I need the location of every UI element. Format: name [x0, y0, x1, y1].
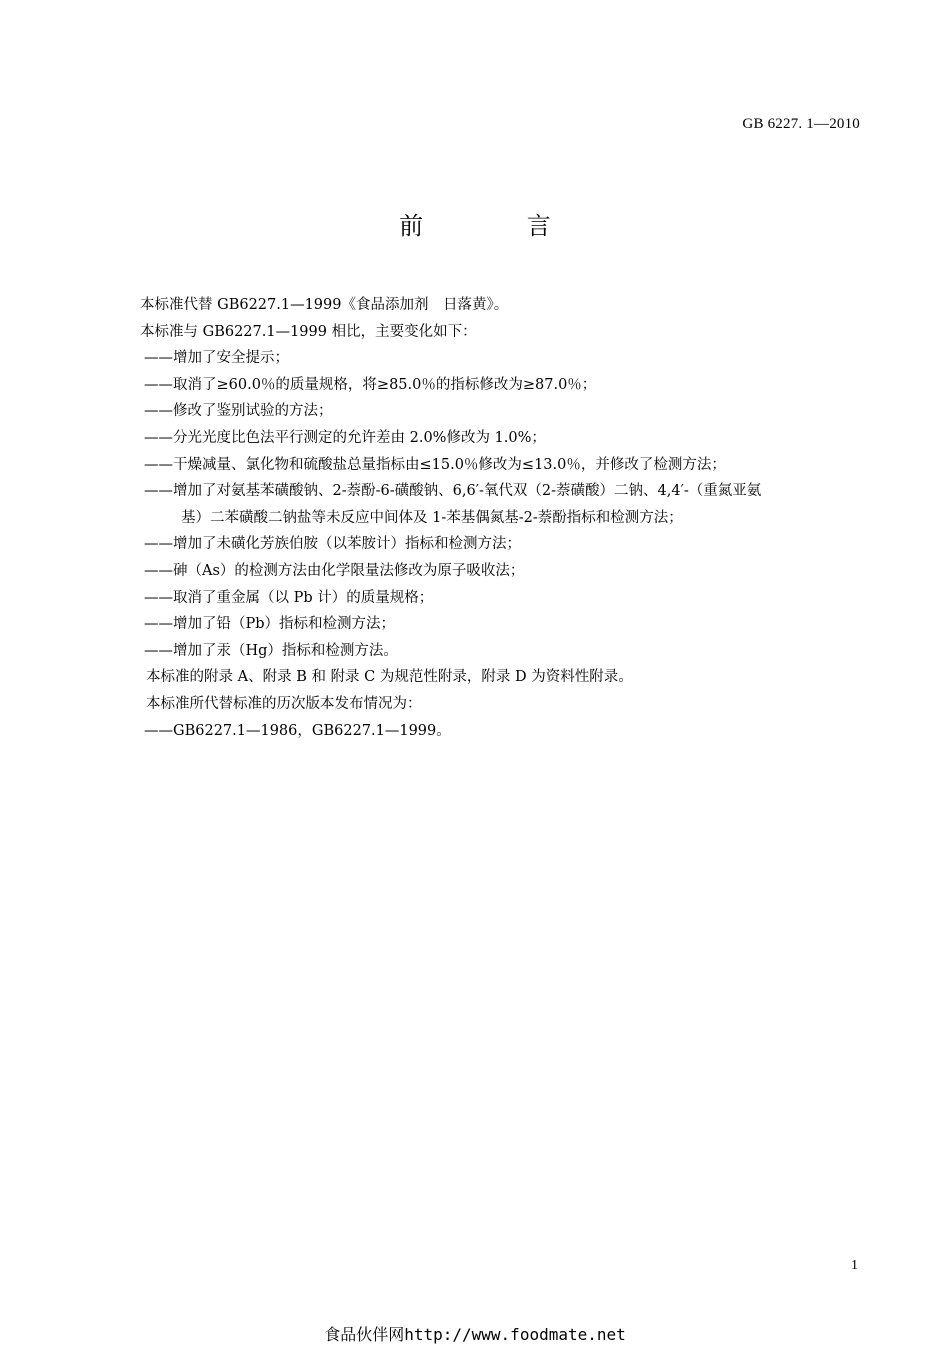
list-item: ——干燥减量、氯化物和硫酸盐总量指标由≤15.0％修改为≤13.0％，并修改了检测方法；	[144, 456, 726, 473]
list-item: ——增加了铅（Pb）指标和检测方法；	[144, 616, 396, 633]
paragraph: 本标准与 GB6227.1—1999 相比，主要变化如下：	[140, 323, 477, 340]
list-item: ——砷（As）的检测方法由化学限量法修改为原子吸收法；	[144, 562, 525, 579]
footer-site-name: 食品伙伴网	[324, 1325, 405, 1344]
footer	[0, 1322, 950, 1345]
paragraph: 本标准代替 GB6227.1—1999《食品添加剂 日落黄》。	[140, 297, 509, 313]
standard-number: GB 6227. 1—2010	[742, 116, 860, 132]
list-item: ——增加了汞（Hg）指标和检测方法。	[144, 642, 398, 659]
list-item: ——分光光度比色法平行测定的允许差由 2.0%修改为 1.0%；	[144, 429, 546, 446]
list-item-continuation: 基）二苯磺酸二钠盐等未反应中间体及 1-苯基偶氮基-2-萘酚指标和检测方法；	[181, 509, 683, 526]
preface-body	[140, 292, 865, 744]
page-title: 前 言	[399, 212, 599, 240]
paragraph: 本标准所代替标准的历次版本发布情况为：	[146, 695, 422, 712]
list-item: ——增加了对氨基苯磺酸钠、2-萘酚-6-磺酸钠、6,6′-氧代双（2-萘磺酸）二钠、4,4′-（重氮亚氨	[144, 483, 762, 500]
list-item: ——取消了≥60.0％的质量规格，将≥85.0％的指标修改为≥87.0％；	[144, 376, 597, 393]
page-number: 1	[851, 1258, 858, 1273]
list-item: ——增加了安全提示；	[144, 350, 289, 367]
list-item: ——修改了鉴别试验的方法；	[144, 403, 333, 420]
list-item: ——增加了未磺化芳族伯胺（以苯胺计）指标和检测方法；	[144, 536, 521, 553]
paragraph: 本标准的附录 A、附录 B 和 附录 C 为规范性附录，附录 D 为资料性附录。	[146, 669, 633, 686]
list-item: ——取消了重金属（以 Pb 计）的质量规格；	[144, 589, 434, 606]
list-item: ——GB6227.1—1986，GB6227.1—1999。	[144, 722, 451, 739]
footer-url[interactable]: http://www.foodmate.net	[404, 1325, 626, 1344]
